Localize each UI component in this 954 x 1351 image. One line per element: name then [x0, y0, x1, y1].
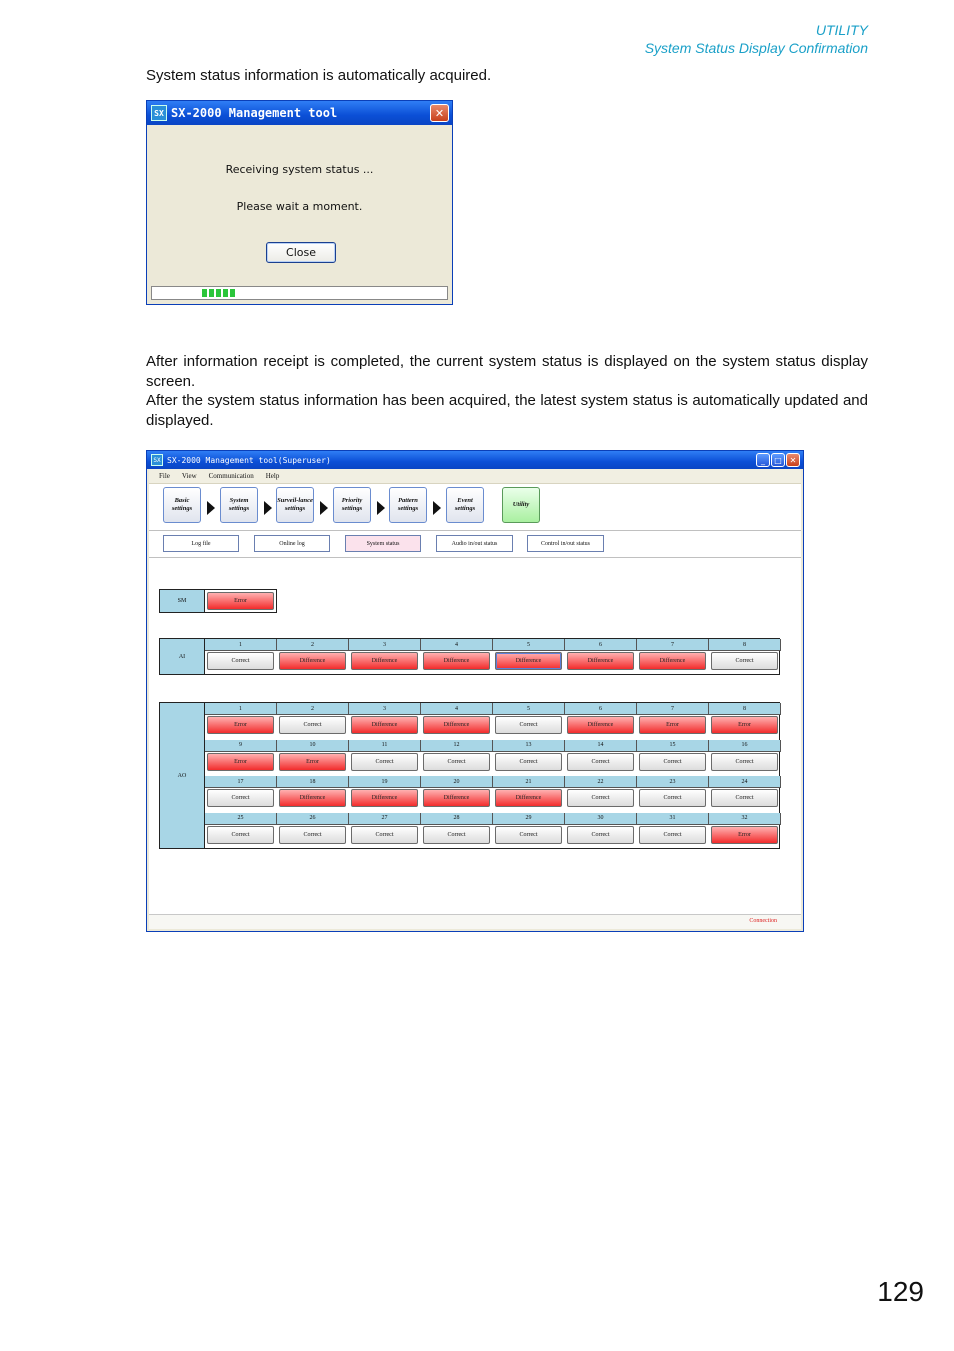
ao-status-button[interactable]: Correct [207, 789, 274, 807]
dialog-title: SX-2000 Management tool [171, 106, 338, 120]
ao-status-button[interactable]: Correct [423, 753, 490, 771]
tab-control-status[interactable]: Control in/out status [527, 535, 604, 552]
tab-log-file[interactable]: Log file [163, 535, 239, 552]
sm-label: SM [160, 590, 205, 612]
ao-number: 19 [349, 776, 421, 788]
ao-number: 25 [205, 813, 277, 825]
main-title: SX-2000 Management tool(Superuser) [167, 455, 331, 465]
ao-number: 5 [493, 703, 565, 715]
ao-number: 20 [421, 776, 493, 788]
ao-number: 16 [709, 740, 781, 752]
ao-status-button[interactable]: Correct [495, 753, 562, 771]
ao-number: 14 [565, 740, 637, 752]
ao-status-button[interactable]: Correct [495, 826, 562, 844]
ai-status-button[interactable]: Difference [495, 652, 562, 670]
step-event-settings[interactable]: Event settings [446, 487, 484, 523]
ao-status-button[interactable]: Error [279, 753, 346, 771]
ao-number: 17 [205, 776, 277, 788]
ao-status-button[interactable]: Correct [711, 753, 778, 771]
ao-number: 8 [709, 703, 781, 715]
ao-number: 21 [493, 776, 565, 788]
ao-number: 9 [205, 740, 277, 752]
menu-help[interactable]: Help [265, 472, 280, 480]
ao-status-button[interactable]: Difference [423, 789, 490, 807]
ai-status-button[interactable]: Difference [351, 652, 418, 670]
ai-number: 8 [709, 639, 781, 651]
dialog-titlebar[interactable] [147, 101, 452, 125]
ao-status-button[interactable]: Correct [207, 826, 274, 844]
arrow-icon [264, 501, 272, 515]
ao-panel [159, 702, 780, 849]
ao-number: 26 [277, 813, 349, 825]
page-number: 129 [877, 1276, 924, 1307]
ao-status-button[interactable]: Correct [711, 789, 778, 807]
menu-bar [149, 469, 801, 484]
ao-status-button[interactable]: Error [207, 753, 274, 771]
step-basic-settings[interactable]: Basic settings [163, 487, 201, 523]
ao-number: 23 [637, 776, 709, 788]
ao-status-button[interactable]: Correct [351, 826, 418, 844]
sm-status[interactable]: Error [207, 592, 274, 610]
section-header: UTILITY [815, 22, 868, 38]
ao-number: 3 [349, 703, 421, 715]
ao-number: 30 [565, 813, 637, 825]
ao-status-button[interactable]: Correct [495, 716, 562, 734]
step-bar [149, 484, 801, 531]
ao-status-button[interactable]: Correct [567, 826, 634, 844]
ao-status-button[interactable]: Difference [423, 716, 490, 734]
tab-bar [149, 531, 801, 558]
ao-status-button[interactable]: Error [207, 716, 274, 734]
ao-number: 31 [637, 813, 709, 825]
progress-bar [151, 286, 448, 300]
ao-status-button[interactable]: Difference [567, 716, 634, 734]
ai-status-button[interactable]: Difference [423, 652, 490, 670]
arrow-icon [320, 501, 328, 515]
step-surveillance-settings[interactable]: Surveil-lance settings [276, 487, 314, 523]
sx-app-icon: SX [151, 454, 163, 466]
ai-number: 6 [565, 639, 637, 651]
ao-status-button[interactable]: Difference [351, 789, 418, 807]
ao-status-button[interactable]: Error [711, 826, 778, 844]
ao-number: 27 [349, 813, 421, 825]
ao-status-button[interactable]: Correct [639, 789, 706, 807]
main-close-icon[interactable]: ✕ [786, 453, 800, 467]
ao-number: 12 [421, 740, 493, 752]
dialog-close-button[interactable]: Close [266, 242, 336, 263]
ao-status-button[interactable]: Correct [567, 789, 634, 807]
tab-audio-status[interactable]: Audio in/out status [436, 535, 513, 552]
ai-panel [159, 638, 780, 675]
ai-number: 5 [493, 639, 565, 651]
ai-status-button[interactable]: Correct [207, 652, 274, 670]
para-updated: After the system status information has been acquired, the latest system status is automatically updated and displayed. [146, 392, 868, 429]
ao-status-button[interactable]: Correct [279, 826, 346, 844]
ao-status-button[interactable]: Correct [639, 826, 706, 844]
para-completed: After information receipt is completed, the current system status is displayed on the system status display screen. [146, 353, 868, 390]
menu-file[interactable]: File [159, 472, 170, 480]
ao-number: 13 [493, 740, 565, 752]
ai-status-button[interactable]: Difference [567, 652, 634, 670]
ao-number: 7 [637, 703, 709, 715]
main-body [149, 469, 801, 929]
tab-system-status[interactable]: System status [345, 535, 421, 552]
ai-number: 4 [421, 639, 493, 651]
sx-app-icon: SX [151, 105, 167, 121]
main-window [146, 450, 804, 932]
ao-number: 6 [565, 703, 637, 715]
status-bar [149, 914, 801, 929]
dialog-line2: Please wait a moment. [236, 200, 363, 213]
ao-number: 2 [277, 703, 349, 715]
dialog-body [149, 125, 450, 302]
ao-number: 32 [709, 813, 781, 825]
ao-number: 11 [349, 740, 421, 752]
arrow-icon [207, 501, 215, 515]
step-system-settings[interactable]: System settings [220, 487, 258, 523]
ao-number: 29 [493, 813, 565, 825]
ao-status-button[interactable]: Error [639, 716, 706, 734]
ao-number: 1 [205, 703, 277, 715]
menu-communication[interactable]: Communication [208, 472, 254, 480]
step-utility[interactable]: Utility [502, 487, 540, 523]
ao-status-button[interactable]: Correct [279, 716, 346, 734]
ai-number: 7 [637, 639, 709, 651]
receiving-dialog [146, 100, 453, 305]
connection-status: Connection [749, 918, 777, 924]
ao-status-button[interactable]: Error [711, 716, 778, 734]
ao-number: 28 [421, 813, 493, 825]
ai-number: 1 [205, 639, 277, 651]
step-pattern-settings[interactable]: Pattern settings [389, 487, 427, 523]
ao-status-button[interactable]: Correct [423, 826, 490, 844]
dialog-line1: Receiving system status ... [225, 163, 374, 176]
tab-online-log[interactable]: Online log [254, 535, 330, 552]
dialog-close-icon[interactable]: ✕ [430, 104, 449, 122]
ai-label: AI [160, 639, 205, 674]
maximize-icon[interactable]: □ [771, 453, 785, 467]
ai-status-button[interactable]: Difference [279, 652, 346, 670]
ao-status-button[interactable]: Difference [351, 716, 418, 734]
ai-status-button[interactable]: Correct [711, 652, 778, 670]
ai-number: 2 [277, 639, 349, 651]
ai-number: 3 [349, 639, 421, 651]
ao-number: 22 [565, 776, 637, 788]
ao-status-button[interactable]: Correct [567, 753, 634, 771]
main-titlebar[interactable] [147, 451, 803, 469]
ao-number: 15 [637, 740, 709, 752]
ai-status-button[interactable]: Difference [639, 652, 706, 670]
sm-panel [159, 589, 277, 613]
intro-text: System status information is automatically acquired. [146, 67, 492, 84]
ao-number: 18 [277, 776, 349, 788]
ao-status-button[interactable]: Correct [351, 753, 418, 771]
ao-status-button[interactable]: Correct [639, 753, 706, 771]
minimize-icon[interactable]: _ [756, 453, 770, 467]
subsection-header: System Status Display Confirmation [644, 40, 868, 56]
step-priority-settings[interactable]: Priority settings [333, 487, 371, 523]
ao-number: 4 [421, 703, 493, 715]
ao-number: 10 [277, 740, 349, 752]
arrow-icon [433, 501, 441, 515]
ao-number: 24 [709, 776, 781, 788]
arrow-icon [377, 501, 385, 515]
ao-status-button[interactable]: Difference [495, 789, 562, 807]
menu-view[interactable]: View [181, 472, 197, 480]
ao-status-button[interactable]: Difference [279, 789, 346, 807]
ao-label: AO [160, 703, 205, 848]
